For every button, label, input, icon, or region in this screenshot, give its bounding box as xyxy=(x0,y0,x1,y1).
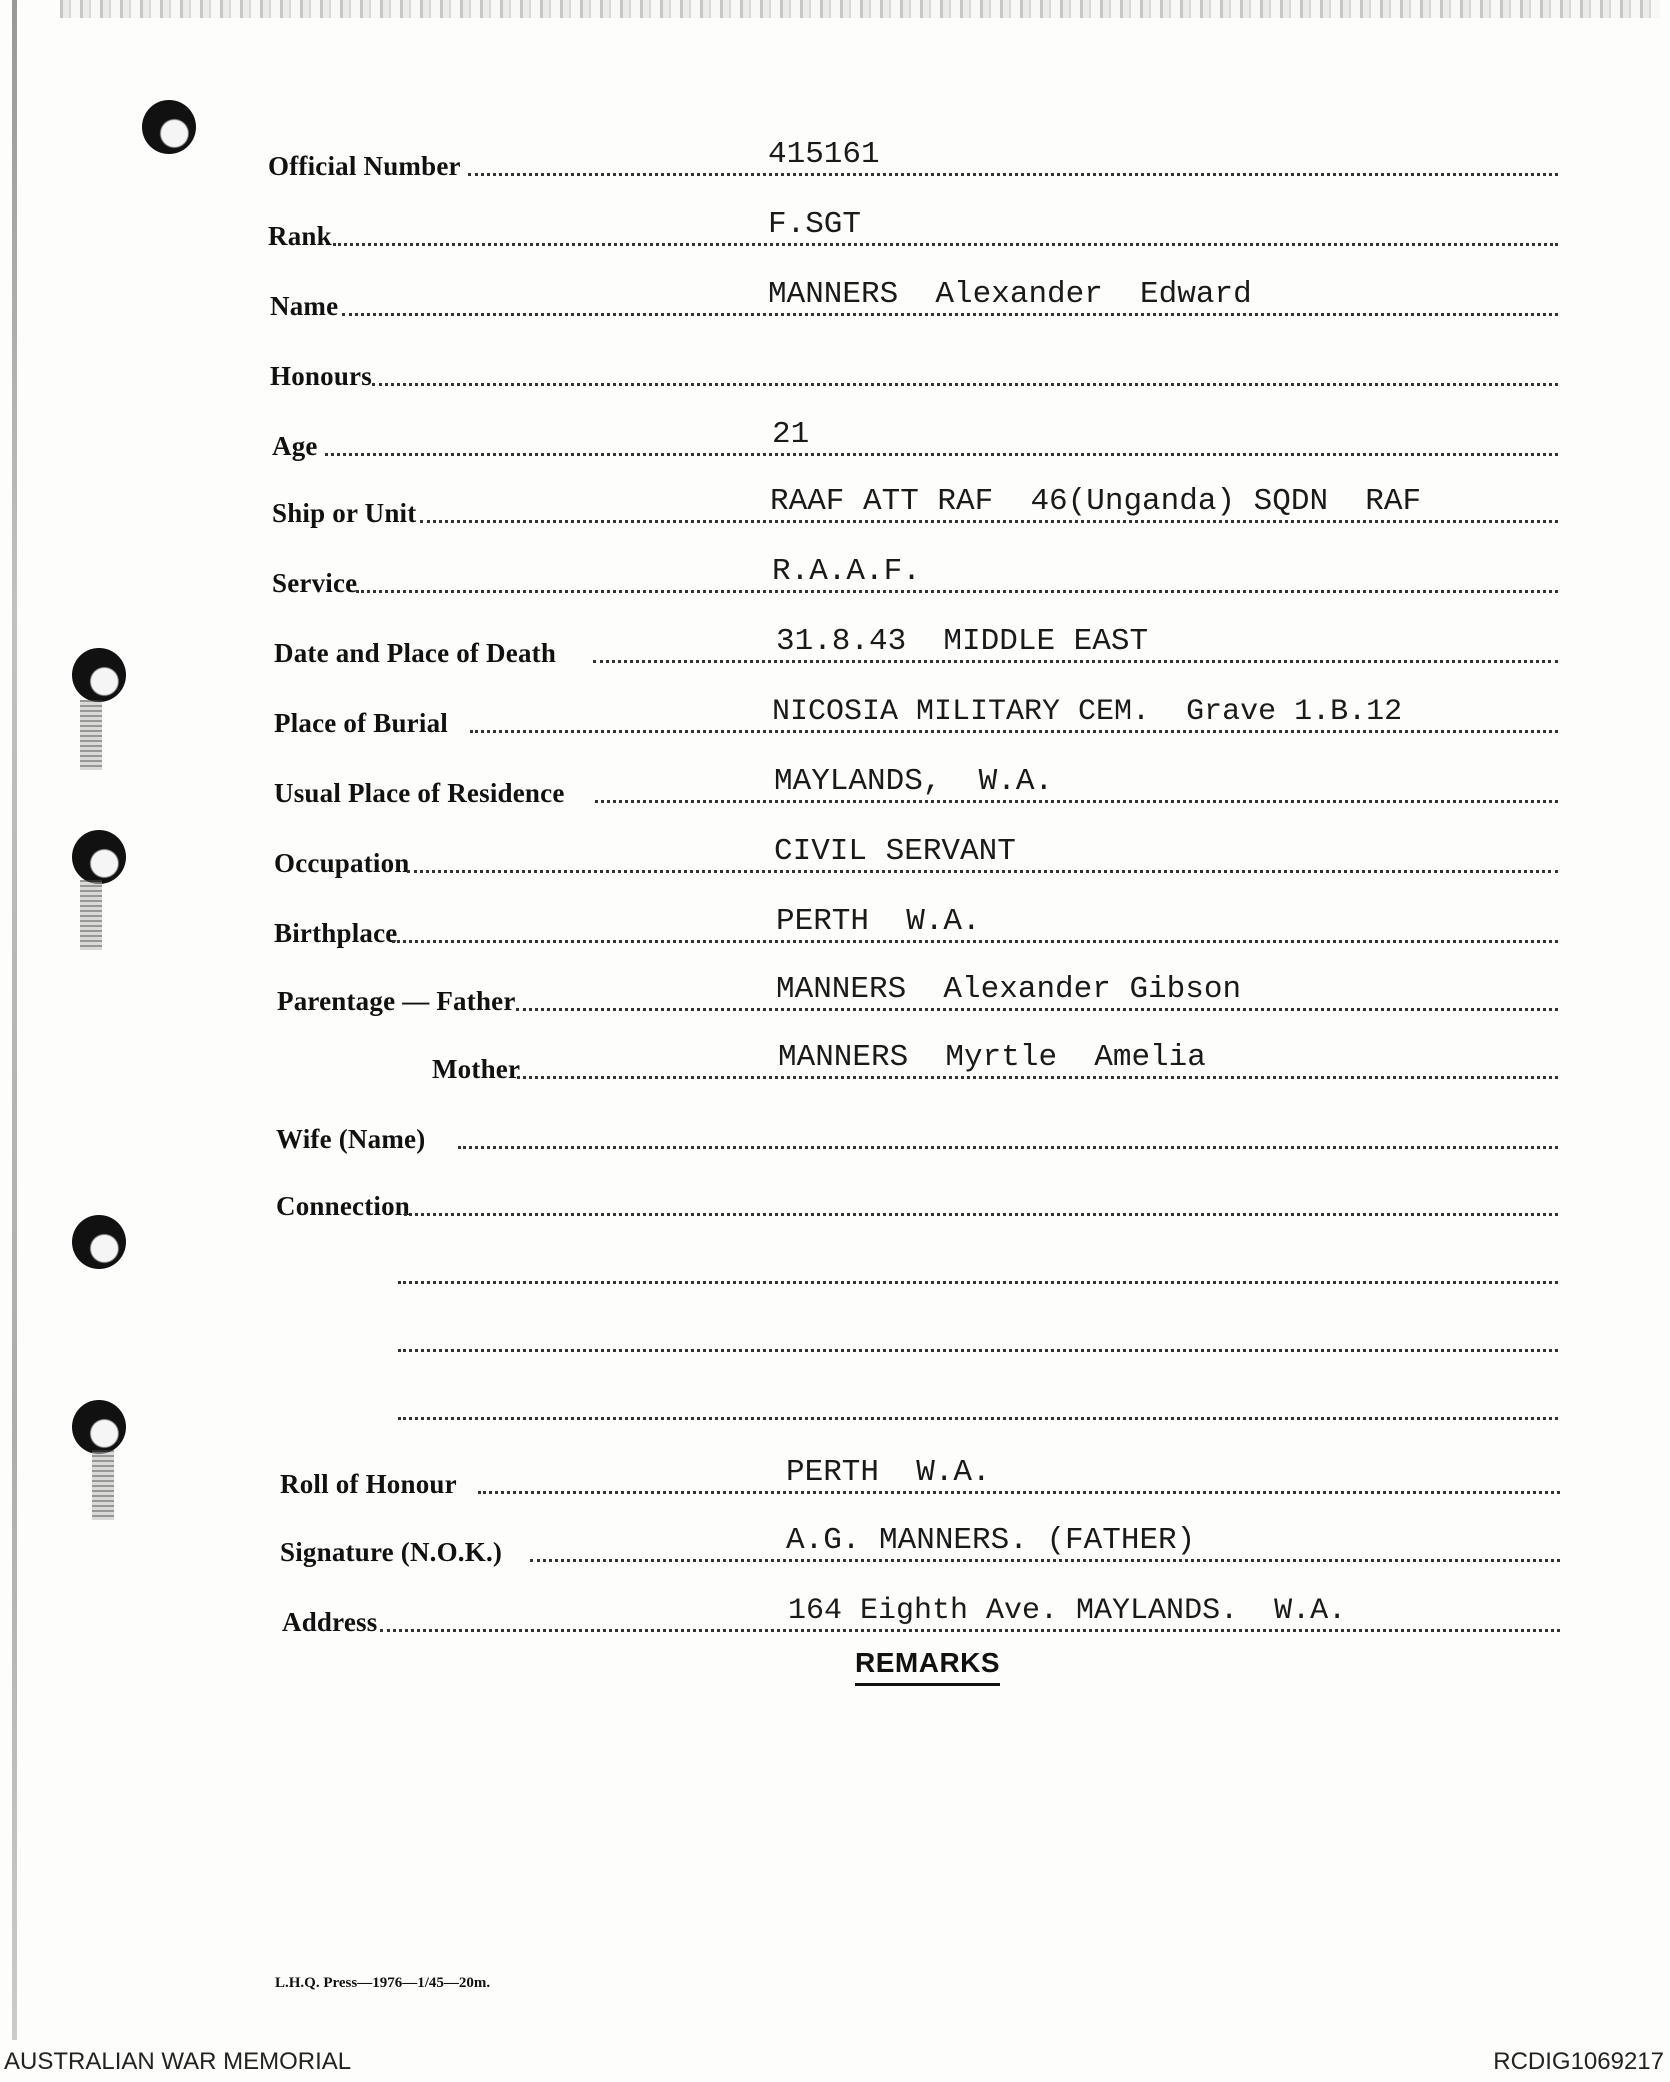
field-value: NICOSIA MILITARY CEM. Grave 1.B.12 xyxy=(772,695,1403,729)
field-label: Wife (Name) xyxy=(276,1124,426,1154)
field-ship-or-unit xyxy=(0,477,1670,527)
dotted-line xyxy=(407,870,1558,873)
footer-archive-name: AUSTRALIAN WAR MEMORIAL xyxy=(4,2048,352,2075)
field-honours xyxy=(0,340,1670,390)
dotted-line xyxy=(470,730,1558,733)
field-value: F.SGT xyxy=(768,207,862,242)
field-official-number xyxy=(0,130,1670,180)
field-label: Parentage — Father xyxy=(277,986,516,1016)
remarks-heading: REMARKS xyxy=(855,1647,1000,1686)
field-address xyxy=(0,1586,1670,1636)
field-place-of-burial xyxy=(0,687,1670,737)
field-birthplace xyxy=(0,897,1670,947)
field-occupation xyxy=(0,827,1670,877)
field-label: Age xyxy=(272,431,318,461)
field-roll-of-honour xyxy=(0,1448,1670,1498)
field-value: 21 xyxy=(772,417,810,452)
dotted-line xyxy=(372,383,1558,386)
field-connection xyxy=(0,1170,1670,1220)
field-label: Roll of Honour xyxy=(280,1469,457,1499)
field-father xyxy=(0,965,1670,1015)
field-value: MANNERS Myrtle Amelia xyxy=(778,1040,1206,1075)
field-age xyxy=(0,410,1670,460)
field-label: Official Number xyxy=(268,151,461,181)
dotted-line xyxy=(420,520,1558,523)
field-rank xyxy=(0,200,1670,250)
dotted-line xyxy=(468,173,1558,176)
field-mother xyxy=(0,1033,1670,1083)
field-usual-residence xyxy=(0,757,1670,807)
field-label: Name xyxy=(270,291,339,321)
dotted-line xyxy=(595,800,1558,803)
field-label: Place of Burial xyxy=(274,708,448,738)
footer-record-id: RCDIG1069217 xyxy=(1493,2048,1664,2075)
field-label: Occupation xyxy=(274,848,410,878)
field-value: MANNERS Alexander Gibson xyxy=(776,972,1242,1007)
dotted-line xyxy=(593,660,1558,663)
field-value: MAYLANDS, W.A. xyxy=(774,764,1054,799)
field-value: A.G. MANNERS. (FATHER) xyxy=(786,1523,1196,1558)
field-service xyxy=(0,547,1670,597)
dotted-line xyxy=(333,243,1558,246)
field-value: R.A.A.F. xyxy=(772,554,921,589)
field-label: Usual Place of Residence xyxy=(274,778,565,808)
connection-line xyxy=(0,1374,1670,1424)
field-signature-nok xyxy=(0,1516,1670,1566)
field-label: Mother xyxy=(432,1054,521,1084)
field-value: PERTH W.A. xyxy=(776,904,981,939)
field-value: MANNERS Alexander Edward xyxy=(768,277,1252,312)
dotted-line xyxy=(392,940,1558,943)
dotted-line xyxy=(517,1076,1558,1079)
field-label: Ship or Unit xyxy=(272,498,417,528)
dotted-line xyxy=(530,1559,1560,1562)
field-label: Service xyxy=(272,568,358,598)
connection-line xyxy=(0,1306,1670,1356)
field-date-place-of-death xyxy=(0,617,1670,667)
dotted-line xyxy=(478,1491,1560,1494)
dotted-line xyxy=(325,453,1558,456)
dotted-line xyxy=(398,1349,1558,1352)
field-value: 164 Eighth Ave. MAYLANDS. W.A. xyxy=(788,1594,1347,1628)
dotted-line xyxy=(516,1008,1558,1011)
field-value: 31.8.43 MIDDLE EAST xyxy=(776,624,1149,659)
field-wife xyxy=(0,1103,1670,1153)
dotted-line xyxy=(380,1629,1560,1632)
dotted-line xyxy=(398,1417,1558,1420)
field-value: 415161 xyxy=(768,137,880,172)
field-label: Signature (N.O.K.) xyxy=(280,1537,503,1567)
field-label: Connection xyxy=(276,1191,411,1221)
dotted-line xyxy=(398,1281,1558,1284)
field-name xyxy=(0,270,1670,320)
dotted-line xyxy=(404,1213,1558,1216)
connection-line xyxy=(0,1238,1670,1288)
dotted-line xyxy=(356,590,1558,593)
field-value: CIVIL SERVANT xyxy=(774,834,1016,869)
field-label: Date and Place of Death xyxy=(274,638,557,668)
field-label: Honours xyxy=(270,361,372,391)
field-label: Birthplace xyxy=(274,918,398,948)
dotted-line xyxy=(342,313,1558,316)
printer-imprint: L.H.Q. Press—1976—1/45—20m. xyxy=(275,1975,491,1991)
field-label: Address xyxy=(282,1607,378,1637)
dotted-line xyxy=(458,1146,1558,1149)
field-label: Rank xyxy=(268,221,332,251)
scan-top-edge xyxy=(60,0,1660,18)
field-value: PERTH W.A. xyxy=(786,1455,991,1490)
field-value: RAAF ATT RAF 46(Unganda) SQDN RAF xyxy=(770,484,1422,519)
